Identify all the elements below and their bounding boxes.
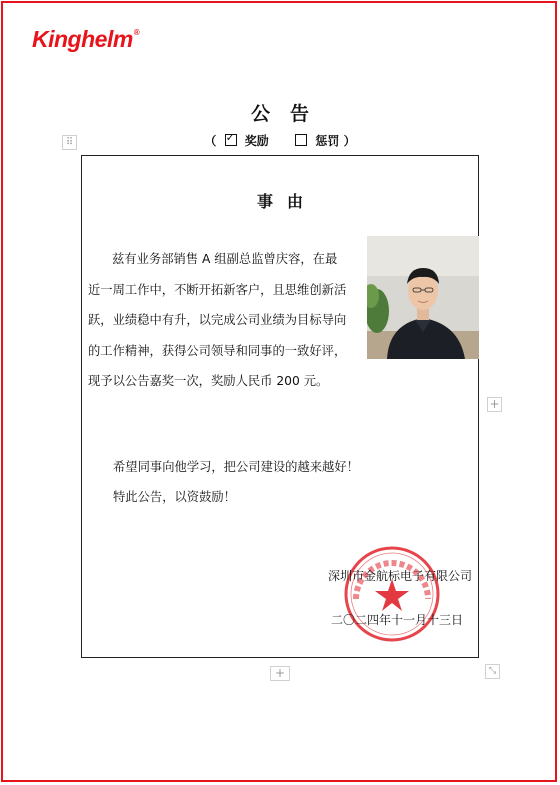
wish-line: 希望同事向他学习，把公司建设的越来越好！ <box>113 460 359 474</box>
notice-title: 公告 <box>250 103 329 125</box>
reason-line: 跃，业绩稳中有升，以完成公司业绩为目标导向 <box>88 313 347 327</box>
reason-paragraph <box>88 244 366 397</box>
notice-type-row <box>0 132 560 149</box>
plus-icon[interactable]: + <box>487 397 502 412</box>
plus-icon[interactable]: + <box>270 666 290 681</box>
reason-line: 近一周工作中，不断开拓新客户，且思维创新活 <box>88 282 347 297</box>
company-seal-stamp <box>342 544 442 644</box>
reason-line: 兹有业务部销售 A 组副总监曾庆容，在最 <box>112 252 338 266</box>
reason-line: 现予以公告嘉奖一次，奖励人民币 200 元。 <box>88 374 329 388</box>
notice-date: 二〇二四年十一月十三日 <box>331 613 464 627</box>
wish-line: 特此公告，以资鼓励！ <box>113 490 236 504</box>
move-handle-icon[interactable]: ⠿ <box>62 135 77 150</box>
kinghelm-logo: Kinghelm® <box>32 26 140 52</box>
reward-checkbox[interactable] <box>225 134 237 146</box>
resize-icon[interactable]: ⤡ <box>485 664 500 679</box>
reward-label: 奖励 <box>244 134 269 148</box>
open-paren: （ <box>204 134 217 148</box>
reason-heading: 事由 <box>256 192 317 211</box>
penalty-checkbox[interactable] <box>295 134 307 146</box>
employee-photo <box>367 236 479 359</box>
reason-line: 的工作精神，获得公司领导和同事的一致好评， <box>88 343 347 358</box>
wish-paragraph <box>113 452 359 512</box>
close-paren: ） <box>343 134 356 148</box>
penalty-label: 惩罚 <box>315 134 340 148</box>
company-name: 深圳市金航标电子有限公司 <box>328 569 473 583</box>
